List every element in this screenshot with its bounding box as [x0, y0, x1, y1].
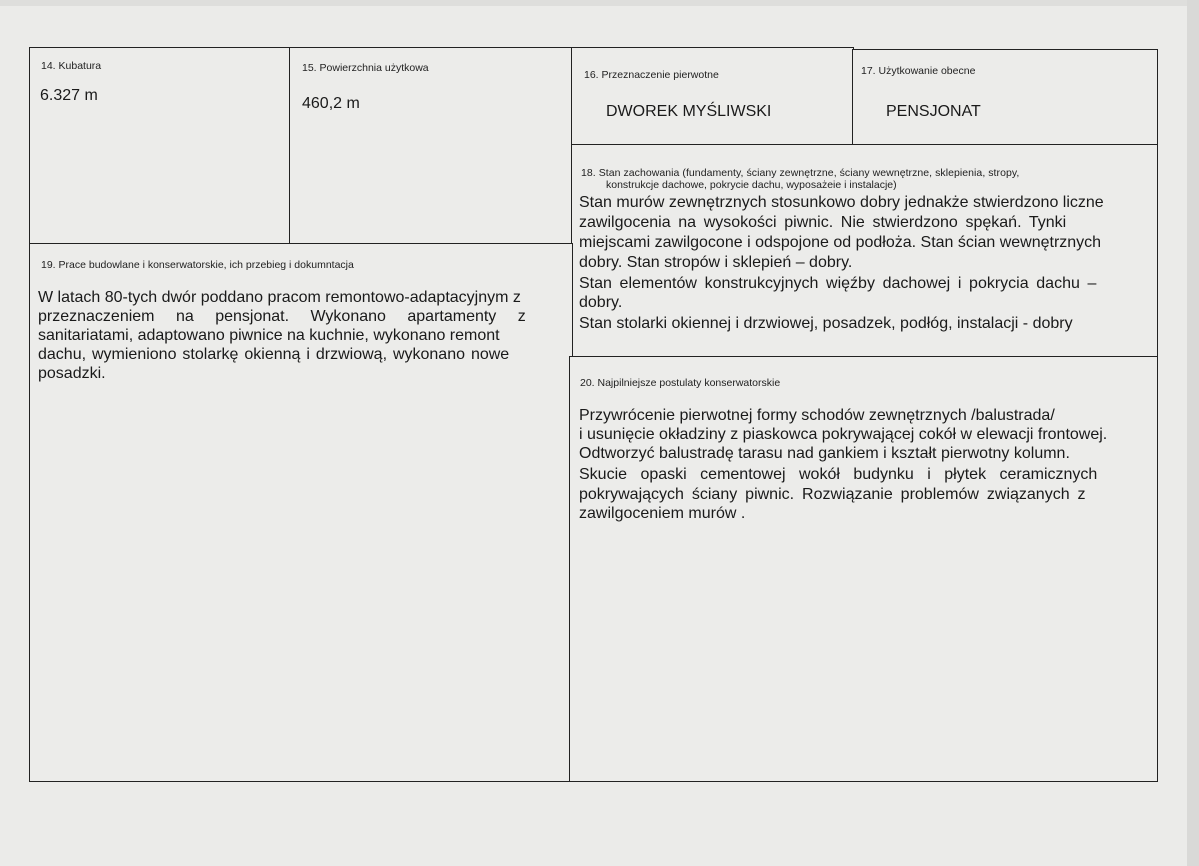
field-14-label: 14. Kubatura	[41, 60, 102, 72]
field-18-text-line7: Stan stolarki okiennej i drzwiowej, posadzek, podłóg, instalacji - dobry	[579, 315, 1073, 332]
field-20-label: 20. Najpilniejsze postulaty konserwatorskie	[580, 377, 781, 389]
field-18-text-line2: zawilgocenia na wysokości piwnic. Nie stwierdzono spękań. Tynki	[579, 214, 1067, 231]
field-19-text-line1: W latach 80-tych dwór poddano pracom remontowo-adaptacyjnym z	[38, 289, 521, 306]
field-14-cell	[29, 47, 291, 245]
field-19-text-line2: przeznaczeniem na pensjonat. Wykonano apartamenty z	[38, 308, 526, 325]
scan-edge-top	[0, 0, 1199, 6]
field-16-value: DWOREK MYŚLIWSKI	[606, 103, 772, 120]
field-18-label-line1: 18. Stan zachowania (fundamenty, ściany zewnętrzne, ściany wewnętrzne, sklepienia, stropy,	[581, 167, 1020, 179]
field-20-text-line2: i usunięcie okładziny z piaskowca pokrywającej cokół w elewacji frontowej.	[579, 426, 1108, 443]
field-19-text-line3: sanitariatami, adaptowano piwnice na kuchnie, wykonano remont	[38, 327, 500, 344]
field-20-text-line5: pokrywających ściany piwnic. Rozwiązanie problemów związanych z	[579, 486, 1086, 503]
field-17-label: 17. Użytkowanie obecne	[861, 65, 976, 77]
field-18-text-line5: Stan elementów konstrukcyjnych więźby dachowej i pokrycia dachu –	[579, 275, 1097, 292]
field-20-text-line6: zawilgoceniem murów .	[579, 505, 746, 522]
field-16-cell	[571, 47, 854, 146]
field-19-text-line4: dachu, wymieniono stolarkę okienną i drzwiową, wykonano nowe	[38, 346, 510, 363]
field-20-text-line3: Odtworzyć balustradę tarasu nad gankiem i kształt pierwotny kolumn.	[579, 445, 1070, 462]
field-19-text-line5: posadzki.	[38, 365, 106, 382]
field-18-text-line1: Stan murów zewnętrznych stosunkowo dobry jednakże stwierdzono liczne	[579, 194, 1104, 211]
field-20-text-line4: Skucie opaski cementowej wokół budynku i płytek ceramicznych	[579, 466, 1098, 483]
field-19-label: 19. Prace budowlane i konserwatorskie, ich przebieg i dokumntacja	[41, 259, 354, 271]
field-16-label: 16. Przeznaczenie pierwotne	[584, 69, 719, 81]
scan-edge-right	[1187, 0, 1199, 866]
field-14-value: 6.327 m	[40, 87, 98, 104]
field-15-label: 15. Powierzchnia użytkowa	[302, 62, 429, 74]
field-18-text-line4: dobry. Stan stropów i sklepień – dobry.	[579, 254, 853, 271]
field-17-value: PENSJONAT	[886, 103, 981, 120]
field-15-cell	[289, 47, 573, 245]
field-18-text-line3: miejscami zawilgocone i odspojone od podłoża. Stan ścian wewnętrznych	[579, 234, 1102, 251]
field-15-value: 460,2 m	[302, 95, 360, 112]
field-17-cell	[852, 49, 1158, 146]
field-20-text-line1: Przywrócenie pierwotnej formy schodów zewnętrznych /balustrada/	[579, 407, 1055, 424]
field-18-text-line6: dobry.	[579, 294, 623, 311]
field-18-label-line2: konstrukcje dachowe, pokrycie dachu, wyposażeie i instalacje)	[606, 179, 897, 191]
